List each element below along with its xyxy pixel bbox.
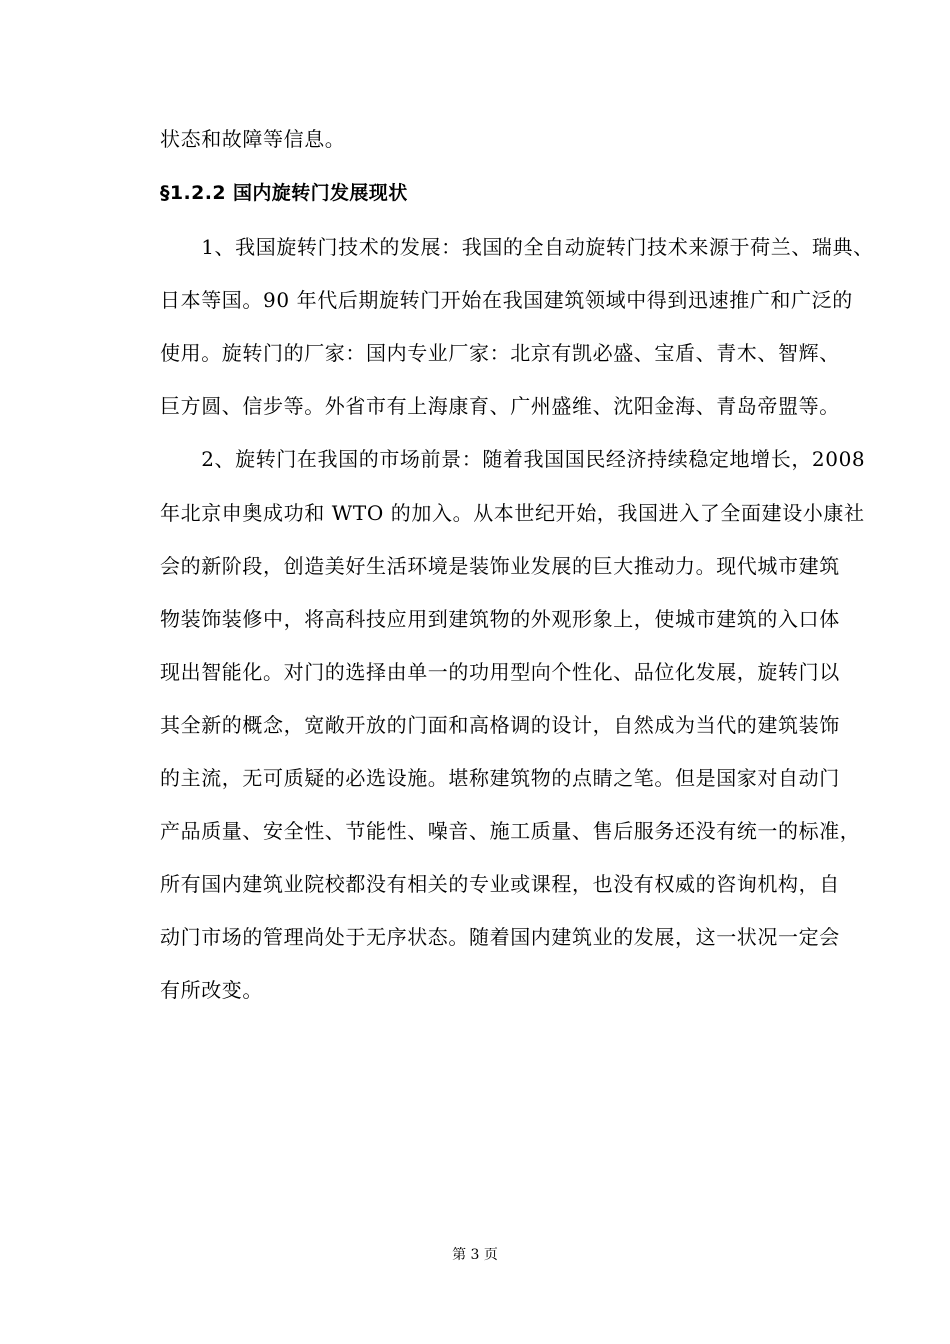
paragraph-line: 年北京申奥成功和 WTO 的加入。从本世纪开始，我国进入了全面建设小康社 [160,501,865,525]
paragraph-line: 会的新阶段，创造美好生活环境是装饰业发展的巨大推动力。现代城市建筑 [160,554,840,578]
continuation-text: 状态和故障等信息。 [160,127,346,151]
paragraph-line: 的主流，无可质疑的必选设施。堪称建筑物的点睛之笔。但是国家对自动门 [160,766,840,790]
paragraph-line: 动门市场的管理尚处于无序状态。随着国内建筑业的发展，这一状况一定会 [160,925,840,949]
paragraph-line: 2、旋转门在我国的市场前景：随着我国国民经济持续稳定地增长，2008 [160,447,866,471]
paragraph-line: 物装饰装修中，将高科技应用到建筑物的外观形象上，使城市建筑的入口体 [160,607,840,631]
paragraph-line: 产品质量、安全性、节能性、噪音、施工质量、售后服务还没有统一的标准， [160,819,861,843]
paragraph-line: 其全新的概念，宽敞开放的门面和高格调的设计，自然成为当代的建筑装饰 [160,713,840,737]
paragraph-line: 现出智能化。对门的选择由单一的功用型向个性化、品位化发展，旋转门以 [160,660,840,684]
paragraph-line: 所有国内建筑业院校都没有相关的专业或课程，也没有权威的咨询机构，自 [160,872,840,896]
section-heading: §1.2.2 国内旋转门发展现状 [160,182,408,204]
paragraph-line: 1、我国旋转门技术的发展：我国的全自动旋转门技术来源于荷兰、瑞典、 [160,235,874,259]
page-number: 第 3 页 [452,1247,498,1263]
paragraph-line: 巨方圆、信步等。外省市有上海康育、广州盛维、沈阳金海、青岛帝盟等。 [160,394,840,418]
paragraph-line: 有所改变。 [160,978,263,1002]
paragraph-line: 使用。旋转门的厂家：国内专业厂家：北京有凯必盛、宝盾、青木、智辉、 [160,341,840,365]
paragraph-line: 日本等国。90 年代后期旋转门开始在我国建筑领域中得到迅速推广和广泛的 [160,288,853,312]
